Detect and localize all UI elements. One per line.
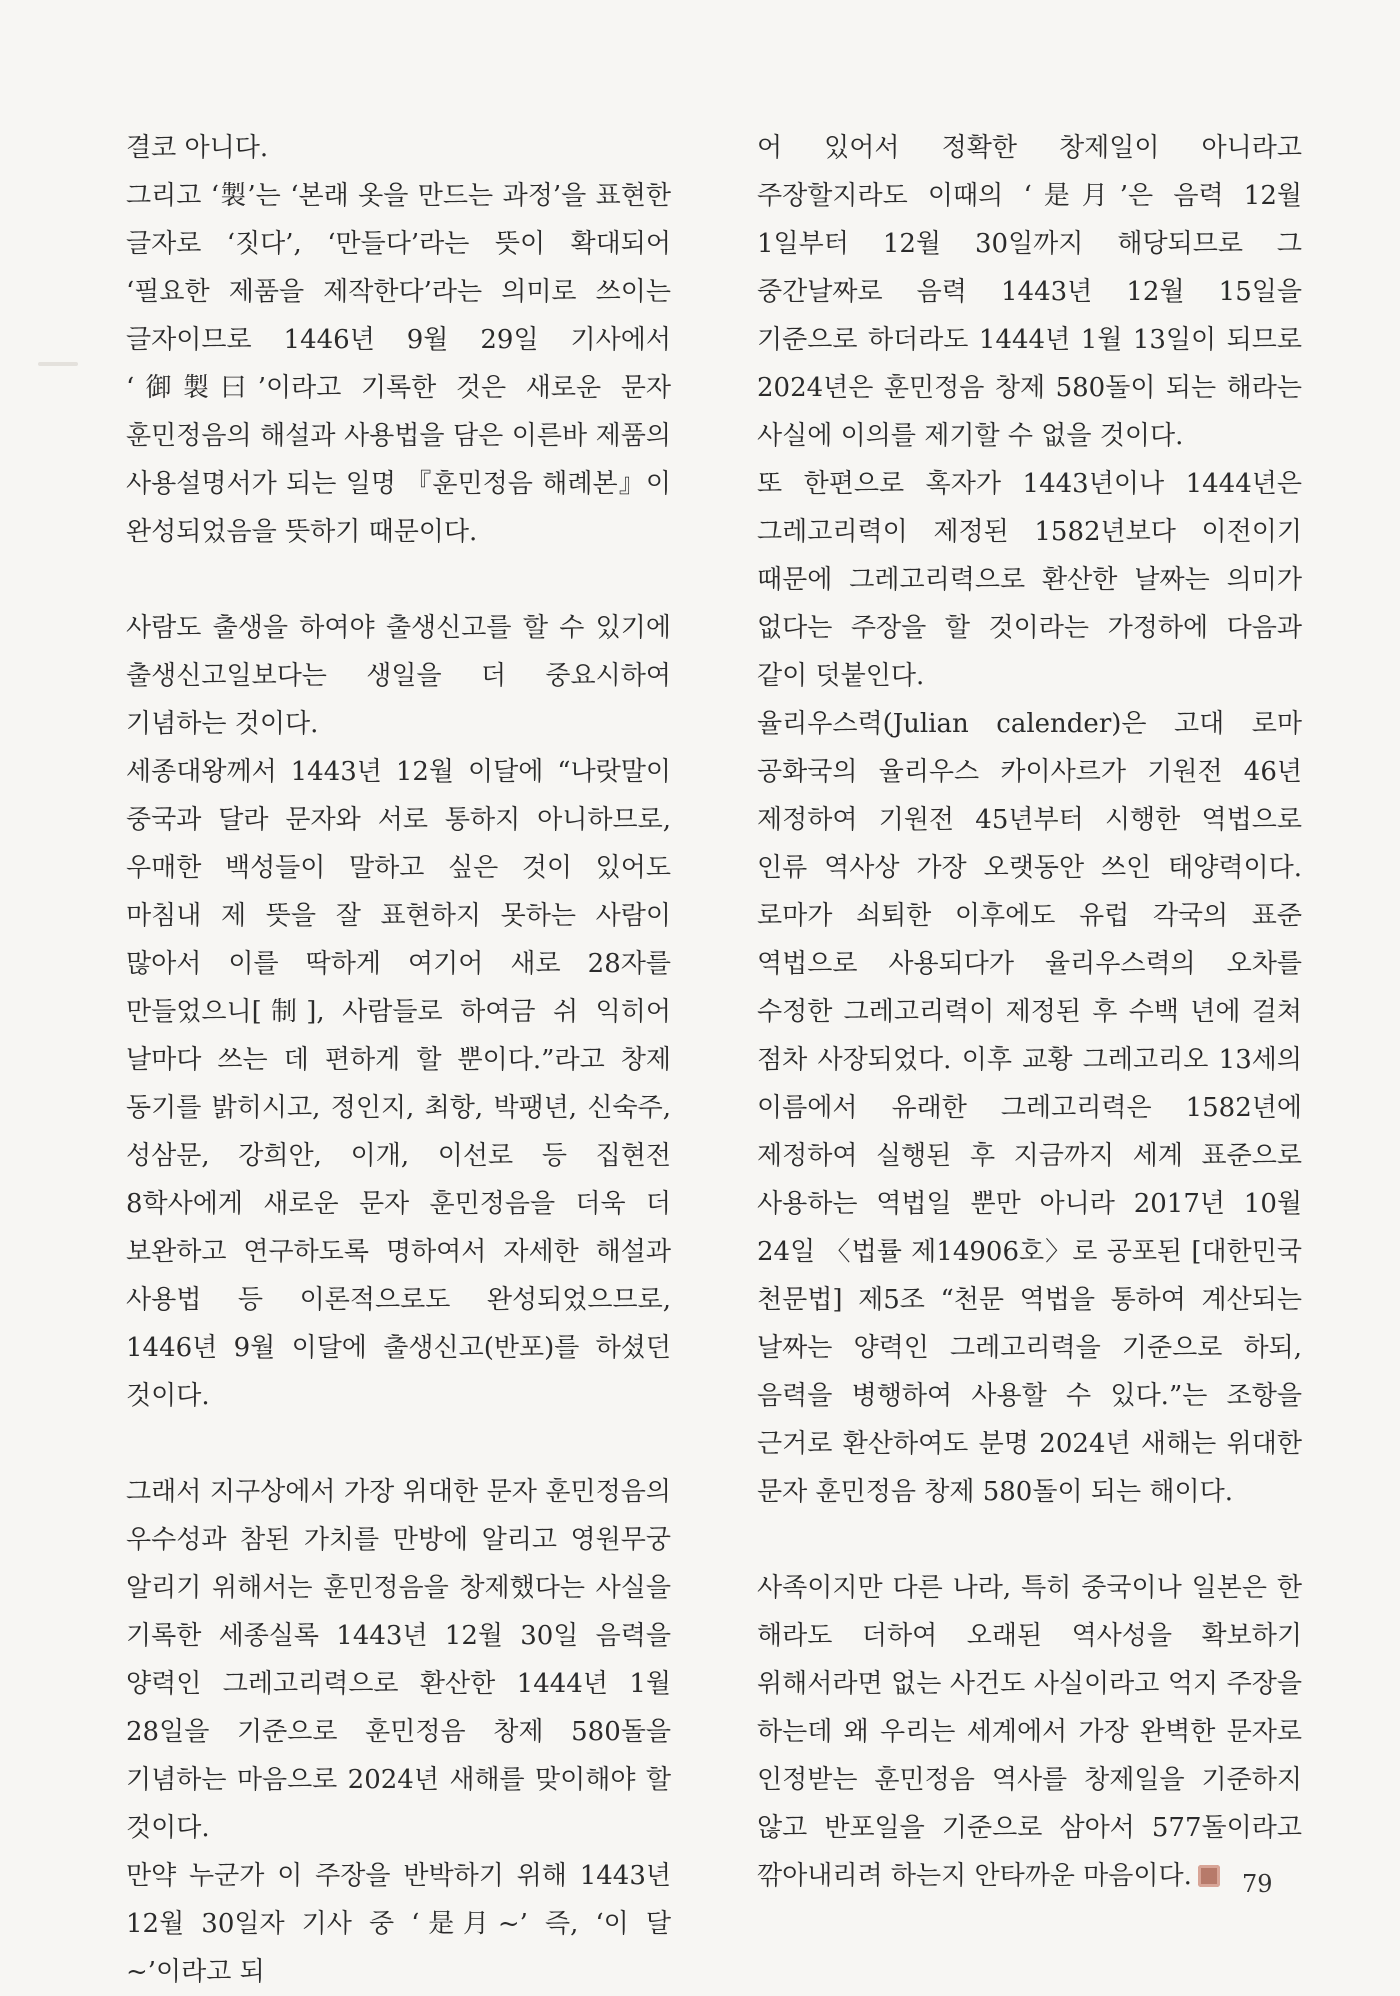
scan-artifact [38, 362, 78, 366]
closing-paragraph [757, 1564, 1302, 1900]
paragraph-gap [126, 1420, 671, 1468]
paragraph-gap [126, 556, 671, 604]
paragraph: 그리고 ‘製’는 ‘본래 옷을 만드는 과정’을 표현한 글자로 ‘짓다’, ‘만들다’라는 뜻이 확대되어 ‘필요한 제품을 제작한다’라는 의미로 쓰이는 글자이므로 1446년 9월 29일 기사에서 ‘御製曰’이라고 기록한 것은 새로운 문자 훈민정음의 해설과 사용법을 담은 이른바 제품의 사용설명서가 되는 일명 『훈민정음 해례본』이 완성되었음을 뜻하기 때문이다. [126, 181, 671, 547]
paragraph: 만약 누군가 이 주장을 반박하기 위해 1443년 12월 30일자 기사 중 ‘是月~’ 즉, ‘이 달~’이라고 되 [126, 1861, 671, 1987]
left-column [126, 124, 671, 1996]
paragraph: 그래서 지구상에서 가장 위대한 문자 훈민정음의 우수성과 참된 가치를 만방에 알리고 영원무궁 알리기 위해서는 훈민정음을 창제했다는 사실을 기록한 세종실록 1443년 12월 30일 음력을 양력인 그레고리력으로 환산한 1444년 1월 28일을 기준으로 훈민정음 창제 580돌을 기념하는 마음으로 2024년 새해를 맞이해야 할 것이다. [126, 1477, 671, 1843]
paragraph-gap [757, 1516, 1302, 1564]
right-column [757, 124, 1302, 1900]
paragraph: 또 한편으로 혹자가 1443년이나 1444년은 그레고리력이 제정된 1582년보다 이전이기 때문에 그레고리력으로 환산한 날짜는 의미가 없다는 주장을 할 것이라는 가정하에 다음과 같이 덧붙인다. [757, 469, 1302, 691]
paragraph: 세종대왕께서 1443년 12월 이달에 “나랏말이 중국과 달라 문자와 서로 통하지 아니하므로, 우매한 백성들이 말하고 싶은 것이 있어도 마침내 제 뜻을 잘 표현하지 못하는 사람이 많아서 이를 딱하게 여기어 새로 28자를 만들었으니[制], 사람들로 하여금 쉬 익히어 날마다 쓰는 데 편하게 할 뿐이다.”라고 창제 동기를 밝히시고, 정인지, 최항, 박팽년, 신숙주, 성삼문, 강희안, 이개, 이선로 등 집현전 8학사에게 새로운 문자 훈민정음을 더욱 더 보완하고 연구하도록 명하여서 자세한 해설과 사용법 등 이론적으로도 완성되었으므로, 1446년 9월 이달에 출생신고(반포)를 하셨던 것이다. [126, 757, 671, 1411]
page-number: 79 [1242, 1870, 1273, 1898]
paragraph: 사람도 출생을 하여야 출생신고를 할 수 있기에 출생신고일보다는 생일을 더 중요시하여 기념하는 것이다. [126, 613, 671, 739]
paragraph: 어 있어서 정확한 창제일이 아니라고 주장할지라도 이때의 ‘是月’은 음력 12월 1일부터 12월 30일까지 해당되므로 그 중간날짜로 음력 1443년 12월 15일을 기준으로 하더라도 1444년 1월 13일이 되므로 2024년은 훈민정음 창제 580돌이 되는 해라는 사실에 이의를 제기할 수 없을 것이다. [757, 133, 1302, 451]
closing-text: 사족이지만 다른 나라, 특히 중국이나 일본은 한 해라도 더하여 오래된 역사성을 확보하기 위해서라면 없는 사건도 사실이라고 억지 주장을 하는데 왜 우리는 세계에서 가장 완벽한 문자로 인정받는 훈민정음 역사를 창제일을 기준하지 않고 반포일을 기준으로 삼아서 577돌이라고 깎아내리려 하는지 안타까운 마음이다. [757, 1573, 1302, 1891]
paragraph: 율리우스력(Julian calender)은 고대 로마 공화국의 율리우스 카이사르가 기원전 46년 제정하여 기원전 45년부터 시행한 역법으로 인류 역사상 가장 오랫동안 쓰인 태양력이다. 로마가 쇠퇴한 이후에도 유럽 각국의 표준 역법으로 사용되다가 율리우스력의 오차를 수정한 그레고리력이 제정된 후 수백 년에 걸쳐 점차 사장되었다. 이후 교황 그레고리오 13세의 이름에서 유래한 그레고리력은 1582년에 제정하여 실행된 후 지금까지 세계 표준으로 사용하는 역법일 뿐만 아니라 2017년 10월 24일 〈법률 제14906호〉로 공포된 [대한민국 천문법] 제5조 “천문 역법을 통하여 계산되는 날짜는 양력인 그레고리력을 기준으로 하되, 음력을 병행하여 사용할 수 있다.”는 조항을 근거로 환산하여도 분명 2024년 새해는 위대한 문자 훈민정음 창제 580돌이 되는 해이다. [757, 709, 1302, 1507]
paragraph: 결코 아니다. [126, 133, 269, 163]
end-mark-icon [1198, 1865, 1220, 1887]
